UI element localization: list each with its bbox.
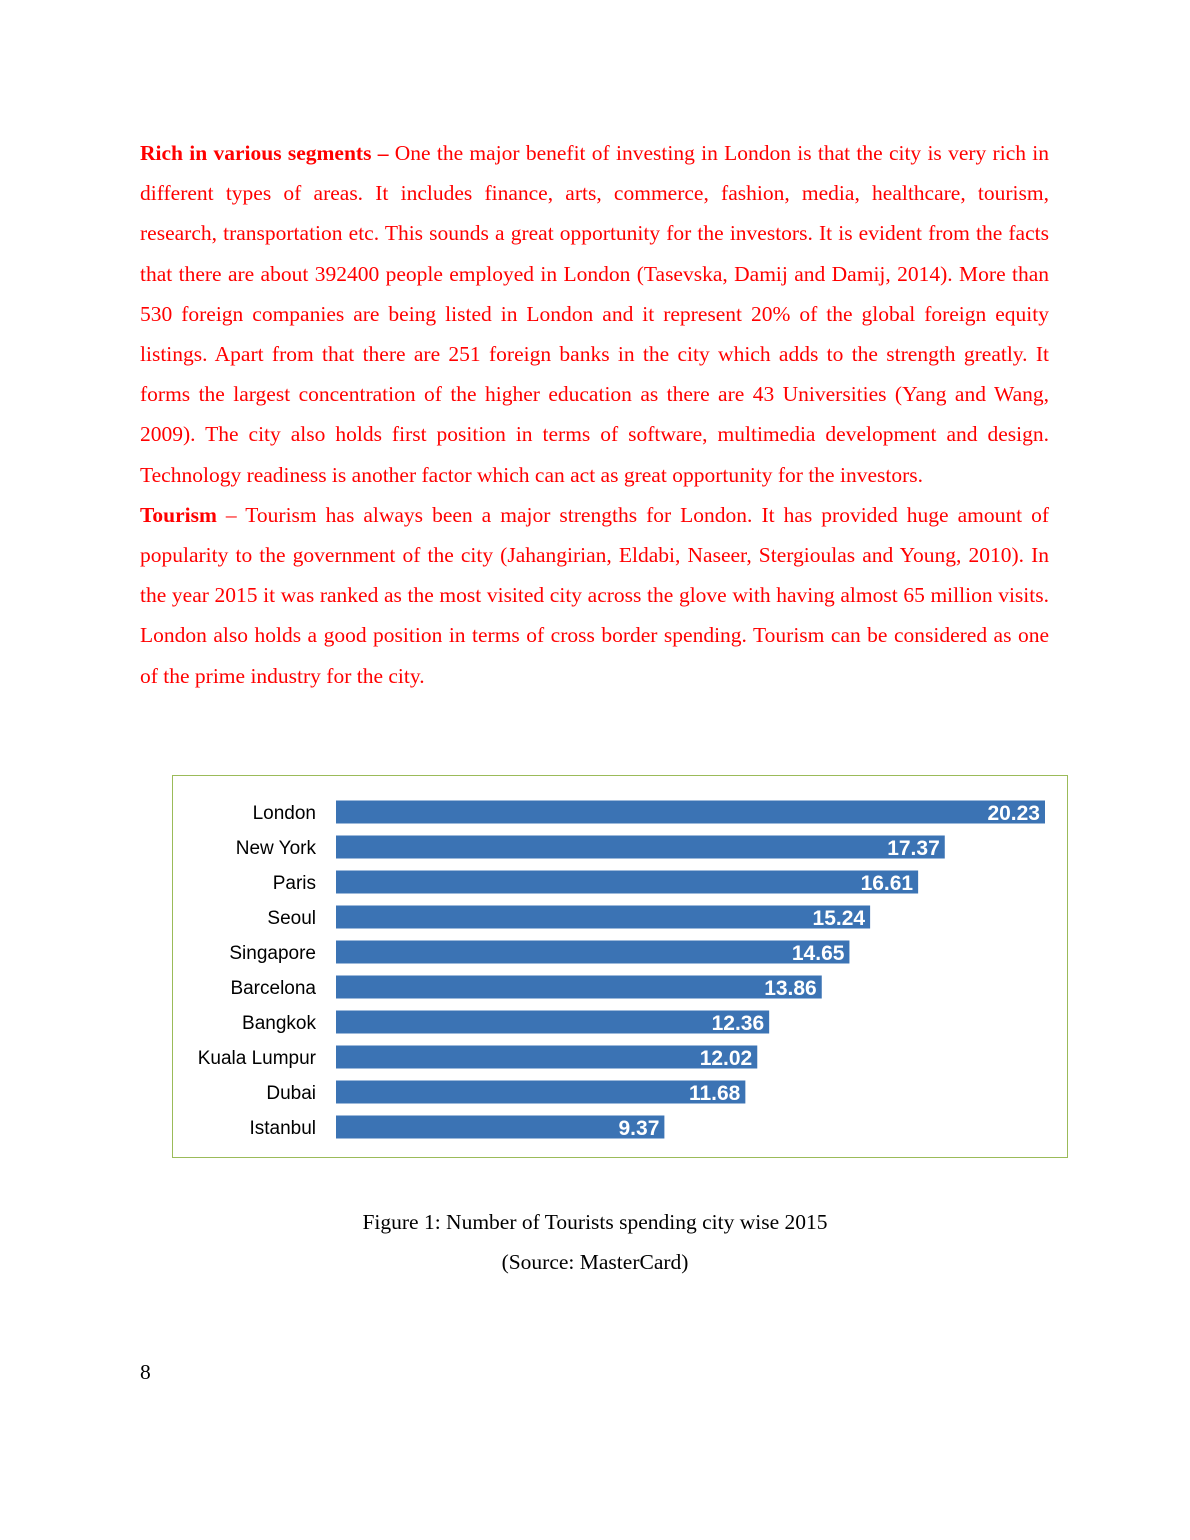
bar-kuala-lumpur (336, 1046, 757, 1069)
bar-singapore (336, 941, 849, 964)
bar-chart (173, 776, 1069, 1159)
bar-paris (336, 871, 918, 894)
bar-bangkok (336, 1011, 769, 1034)
value-label-new-york: 17.37 (887, 837, 940, 860)
category-label-seoul: Seoul (267, 908, 316, 929)
category-label-london: London (252, 803, 316, 824)
body-text (140, 133, 1049, 696)
rich-segments-heading: Rich in various segments – (140, 141, 389, 165)
bar-istanbul (336, 1116, 664, 1139)
category-label-new-york: New York (235, 838, 316, 859)
category-label-dubai: Dubai (266, 1083, 316, 1104)
paragraph-tourism (140, 495, 1049, 696)
bar-seoul (336, 906, 870, 929)
value-label-paris: 16.61 (860, 872, 914, 895)
category-label-kuala-lumpur: Kuala Lumpur (197, 1048, 316, 1069)
value-label-dubai: 11.68 (688, 1082, 741, 1105)
tourism-heading: Tourism (140, 502, 217, 527)
value-label-istanbul: 9.37 (618, 1117, 660, 1140)
bar-london (336, 801, 1045, 824)
value-label-kuala-lumpur: 12.02 (699, 1047, 753, 1070)
category-label-barcelona: Barcelona (230, 978, 316, 999)
value-label-london: 20.23 (987, 802, 1040, 825)
category-label-istanbul: Istanbul (249, 1118, 316, 1139)
rich-segments-body: One the major benefit of investing in London is that the city is very rich in different types of areas. It includes finance, arts, commerce, fashion, media, healthcare, tourism, research, transportation etc. This sounds a great opportunity for the investors. It is evident from the facts that there are about 392400 people employed in London (Tasevska, Damij and Damij, 2014). More than 530 foreign companies are being listed in London and it represent 20% of the global foreign equity listings. Apart from that there are 251 foreign banks in the city which adds to the strength greatly. It forms the largest concentration of the higher education as there are 43 Universities (Yang and Wang, 2009). The city also holds first position in terms of software, multimedia development and design. Technology readiness is another factor which can act as great opportunity for the investors. (140, 141, 1049, 487)
bar-dubai (336, 1081, 745, 1104)
tourism-body: – Tourism has always been a major strengths for London. It has provided huge amount of popularity to the government of the city (Jahangirian, Eldabi, Naseer, Stergioulas and Young, 2010). In the year 2015 it was ranked as the most visited city across the glove with having almost 65 million visits. London also holds a good position in terms of cross border spending. Tourism can be considered as one of the prime industry for the city. (140, 502, 1049, 688)
value-label-seoul: 15.24 (812, 907, 866, 930)
value-label-bangkok: 12.36 (711, 1012, 765, 1035)
chart-frame (172, 775, 1068, 1158)
value-label-singapore: 14.65 (791, 942, 845, 965)
category-label-bangkok: Bangkok (242, 1013, 316, 1034)
figure-caption: Figure 1: Number of Tourists spending city wise 2015 (362, 1210, 828, 1234)
bar-new-york (336, 836, 945, 859)
category-label-singapore: Singapore (229, 943, 316, 964)
figure-source: (Source: MasterCard) (501, 1250, 689, 1274)
page-number: 8 (140, 1360, 151, 1384)
value-label-barcelona: 13.86 (764, 977, 817, 1000)
bar-barcelona (336, 976, 822, 999)
paragraph-rich-segments (140, 133, 1049, 495)
category-label-paris: Paris (272, 873, 316, 894)
